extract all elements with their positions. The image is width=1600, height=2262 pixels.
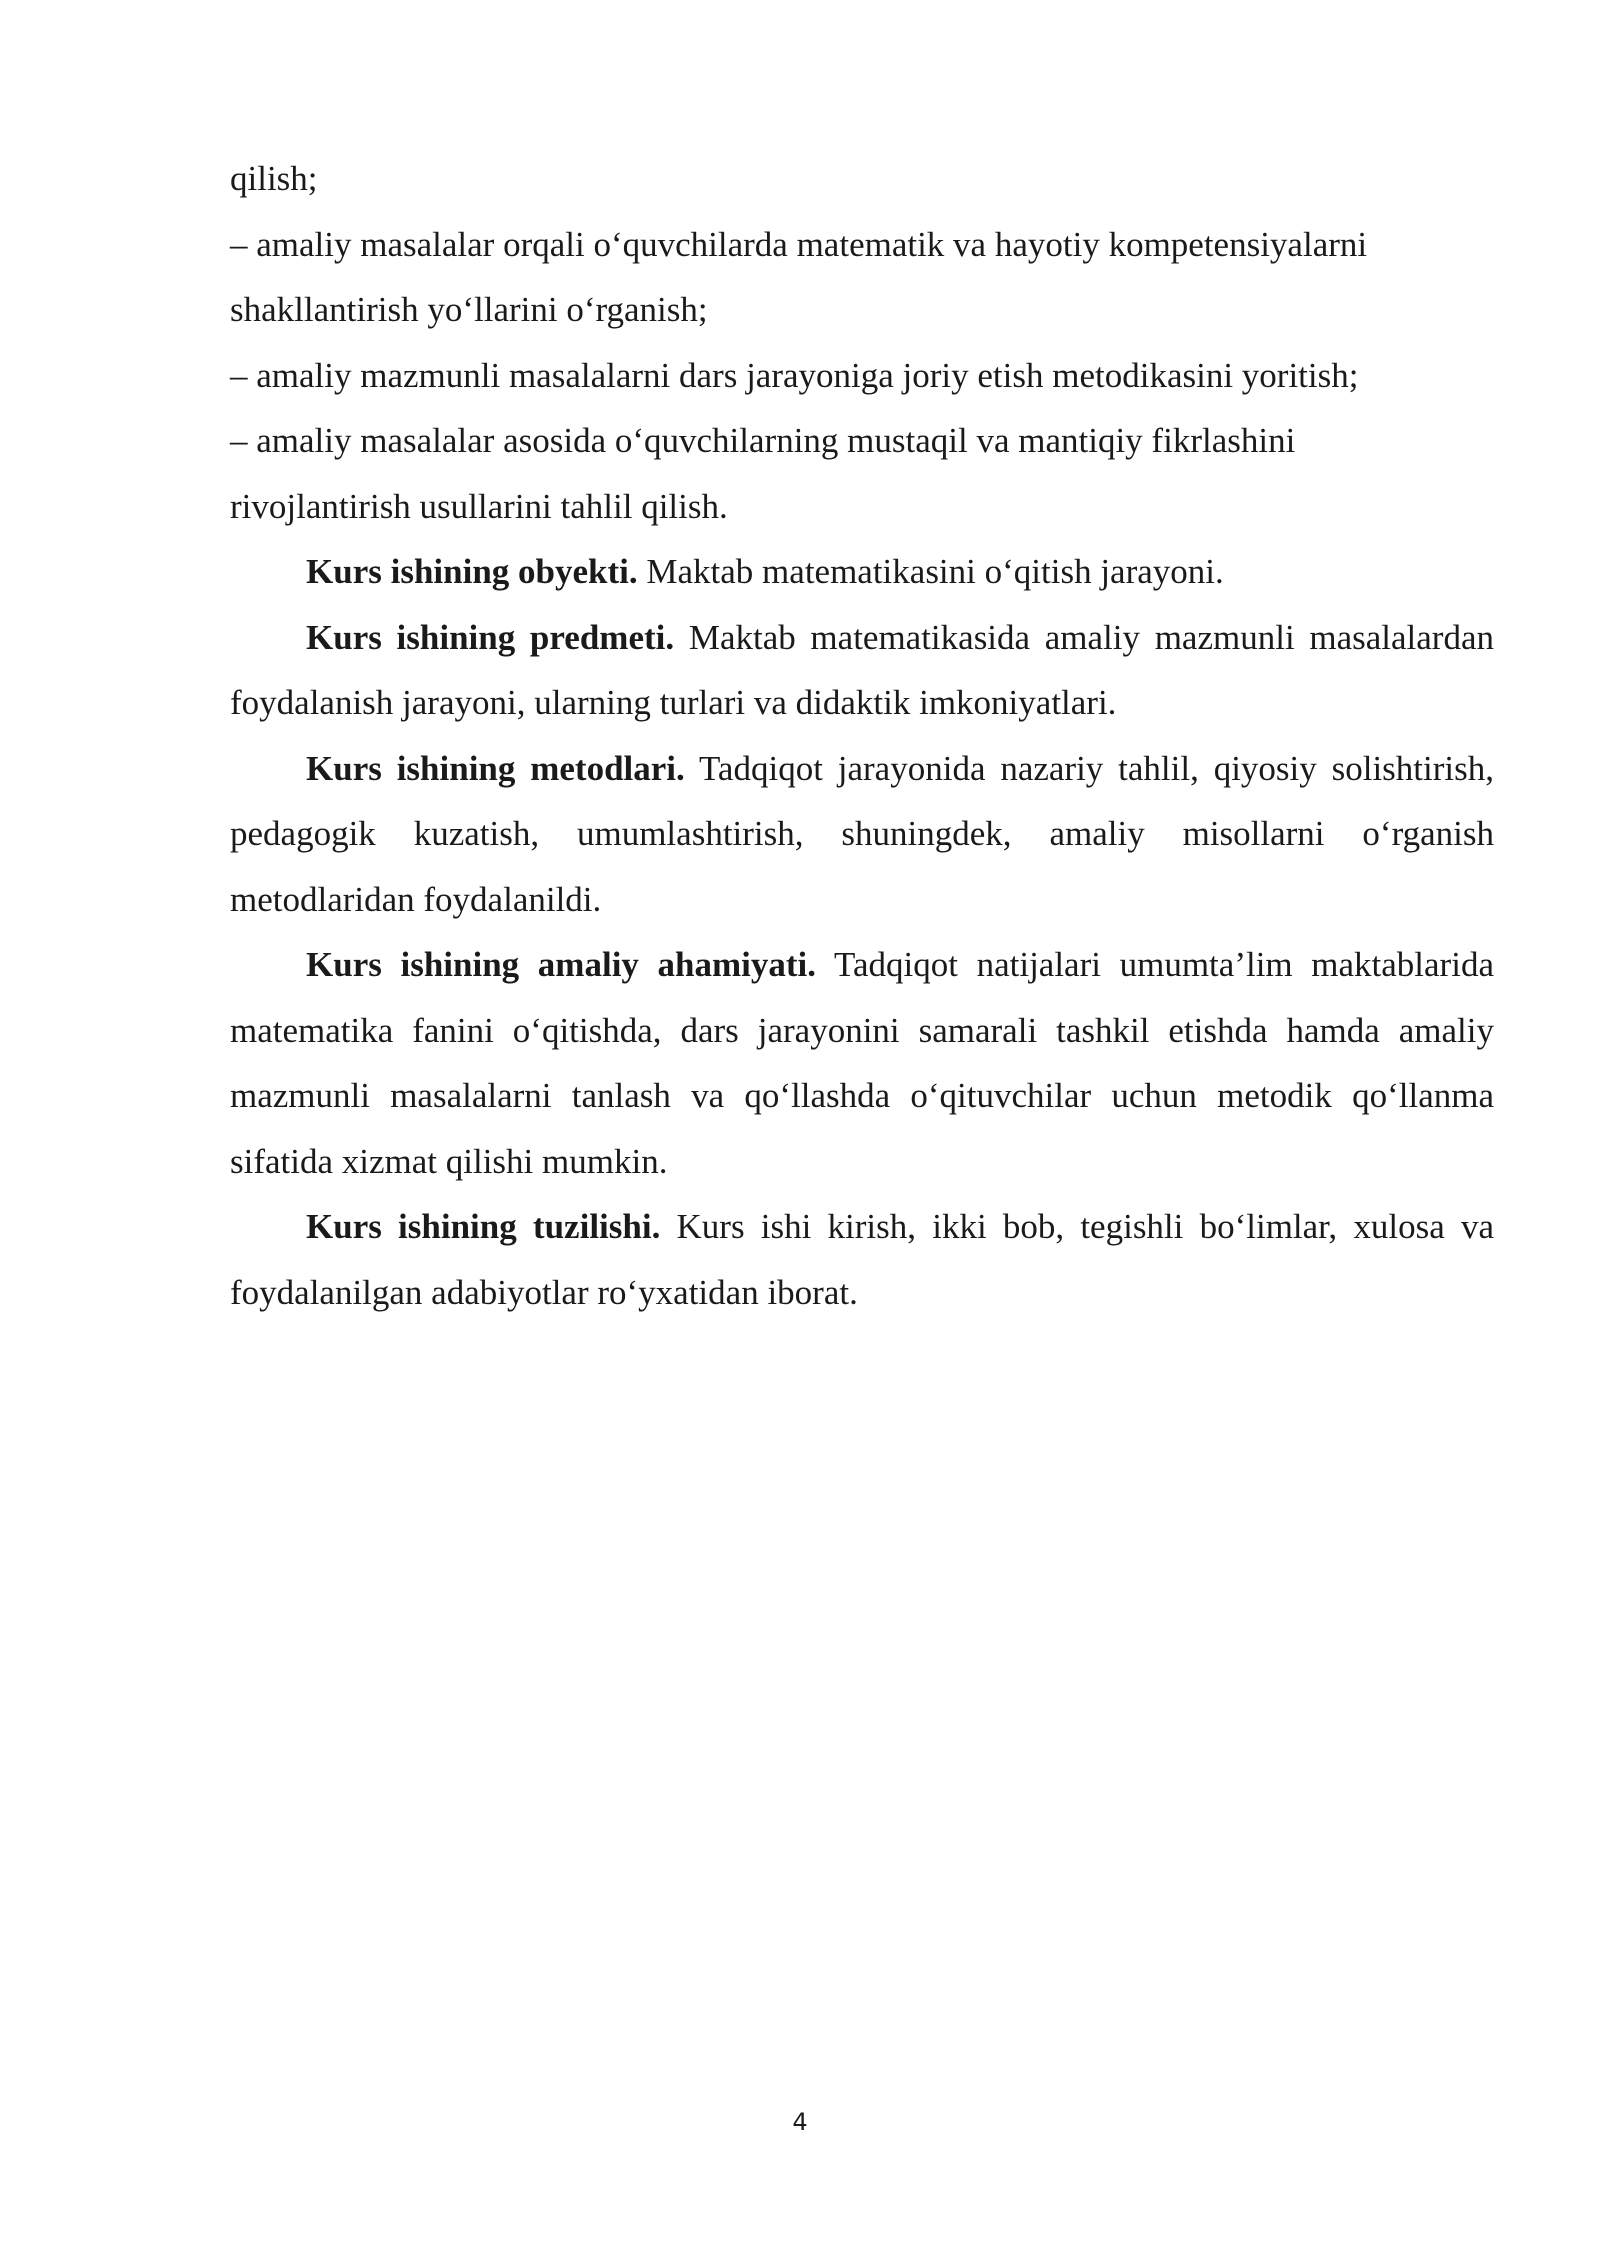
intro-line-1: qilish;: [230, 159, 318, 198]
intro-line-5: – amaliy masalalar asosida o‘quvchilarning mustaqil va mantiqiy fikrlashini: [230, 421, 1296, 460]
intro-line-2: – amaliy masalalar orqali o‘quvchilarda matematik va hayotiy kompetensiyalarni: [230, 224, 1368, 264]
document-page: [230, 146, 1494, 1325]
section-significance: [230, 932, 1494, 1194]
section-subject: [230, 605, 1494, 736]
section-methods-text: Tadqiqot jarayonida nazariy tahlil, qiyosiy solishtirish, pedagogik kuzatish, umumlashtirish, shuningdek, amaliy misollarni o‘rganish metodlaridan foydalanildi.: [230, 748, 1494, 919]
intro-line-6: rivojlantirish usullarini tahlil qilish.: [230, 486, 728, 526]
section-structure-heading: Kurs ishining tuzilishi.: [306, 1207, 661, 1246]
page-number: 4: [792, 2108, 808, 2136]
section-object-text: Maktab matematikasini o‘qitish jarayoni.: [637, 552, 1224, 591]
section-subject-heading: Kurs ishining predmeti.: [306, 617, 675, 657]
section-significance-text: Tadqiqot natijalari umumta’lim maktablarida matematika fanini o‘qitishda, dars jarayonini samarali tashkil etishda hamda amaliy mazmunli masalalarni tanlash va qo‘llashda o‘qituvchilar uchun metodik qo‘llanma sifatida xizmat qilishi mumkin.: [230, 945, 1494, 1181]
section-object: [230, 539, 1494, 605]
intro-line-3: shakllantirish yo‘llarini o‘rganish;: [230, 290, 708, 329]
section-methods-heading: Kurs ishining metodlari.: [306, 748, 685, 788]
section-structure-text: Kurs ishi kirish, ikki bob, tegishli bo‘limlar, xulosa va foydalanilgan adabiyotlar ro‘yxatidan iborat.: [230, 1207, 1494, 1312]
section-methods: [230, 736, 1494, 933]
section-subject-text: Maktab matematikasida amaliy mazmunli masalalardan foydalanish jarayoni, ularning turlari va didaktik imkoniyatlari.: [230, 617, 1494, 722]
intro-line-4: – amaliy mazmunli masalalarni dars jarayoniga joriy etish metodikasini yoritish;: [230, 355, 1359, 395]
section-object-heading: Kurs ishining obyekti.: [306, 552, 638, 591]
section-significance-heading: Kurs ishining amaliy ahamiyati.: [306, 945, 817, 984]
section-structure: [230, 1194, 1494, 1325]
